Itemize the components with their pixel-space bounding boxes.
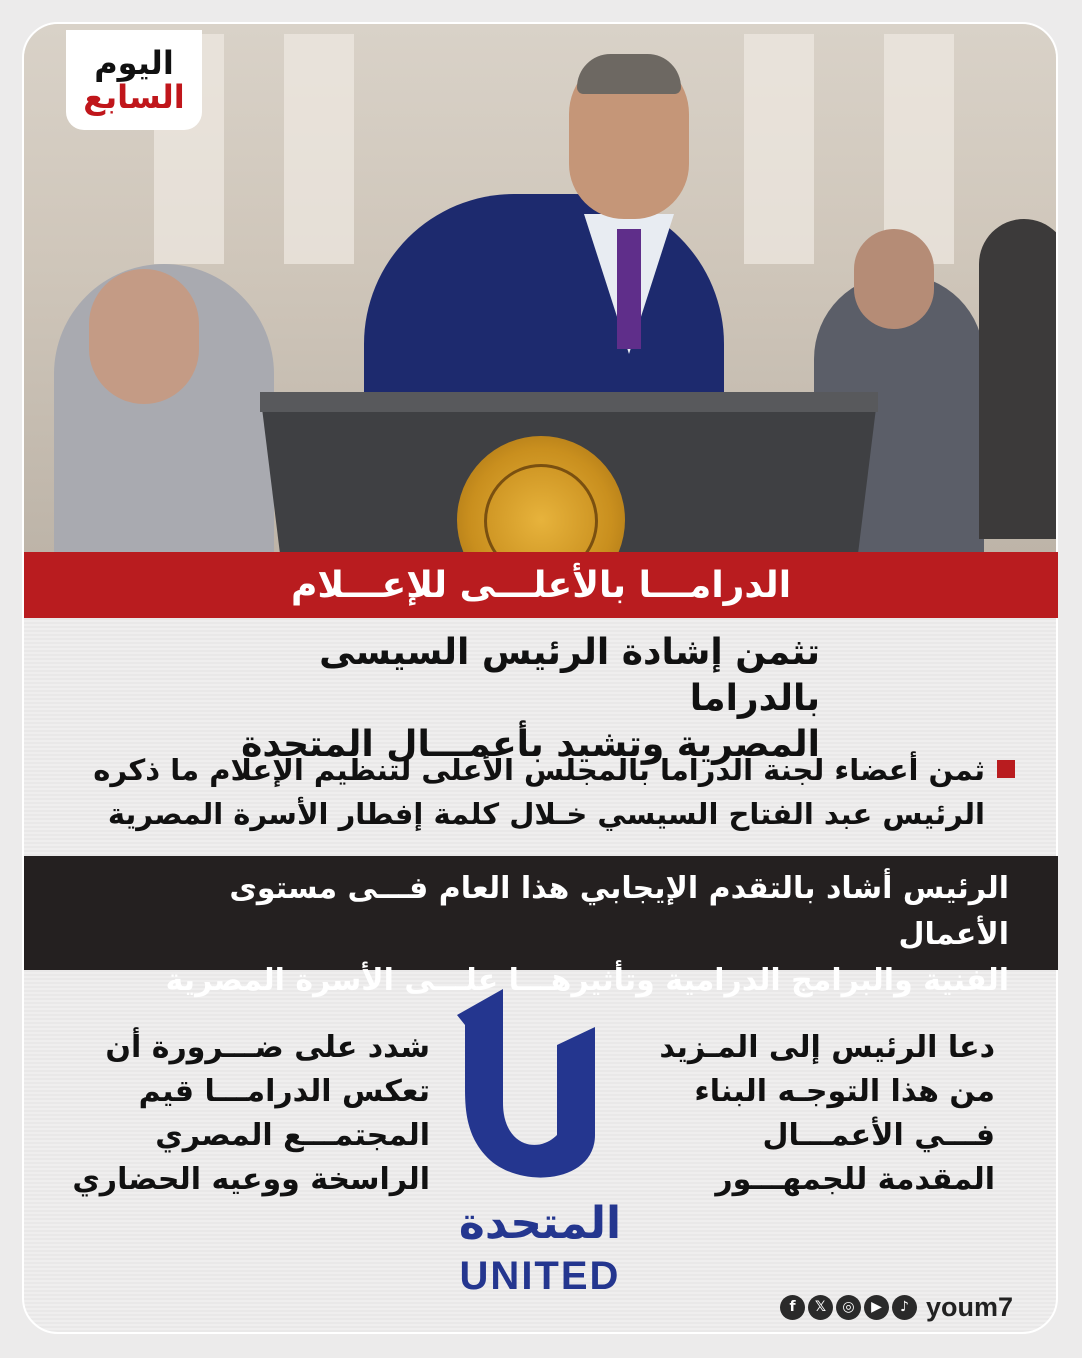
- right-column-text: [640, 1026, 995, 1202]
- right-column-line: دعا الرئيس إلى المـزيد: [659, 1030, 995, 1065]
- logo-line-2: السابع: [83, 78, 185, 116]
- left-column-line: المجتمـــع المصري: [155, 1118, 430, 1153]
- youm7-logo: [66, 30, 202, 130]
- bullet-paragraph: [90, 748, 985, 836]
- united-logo-icon: [445, 985, 625, 1185]
- left-column-line: الراسخة ووعيه الحضاري: [72, 1162, 430, 1197]
- instagram-icon[interactable]: ◎: [836, 1295, 861, 1320]
- social-bar: [780, 1287, 1013, 1327]
- podium-top: [260, 392, 878, 412]
- right-column-line: المقدمة للجمهـــور: [715, 1162, 995, 1197]
- speaker-tie: [617, 229, 641, 349]
- audience-member-left-head: [89, 269, 199, 404]
- left-column-line: تعكس الدرامـــا قيم: [138, 1074, 430, 1109]
- speaker-hair: [577, 54, 681, 94]
- bullet-square-icon: [997, 760, 1015, 778]
- united-arabic-wordmark: المتحدة: [458, 1198, 622, 1249]
- logo-line-1: اليوم: [94, 44, 174, 82]
- united-english-wordmark: UNITED: [459, 1254, 621, 1298]
- x-icon[interactable]: 𝕏: [808, 1295, 833, 1320]
- title-band: [24, 552, 1058, 618]
- social-handle[interactable]: youm7: [926, 1291, 1014, 1322]
- background-window: [284, 34, 354, 264]
- left-column-line: شدد على ضـــرورة أن: [105, 1030, 430, 1065]
- subtitle-line: تثمن إشادة الرئيس السيسى بالدراما: [319, 632, 820, 719]
- highlight-line: الفنية والبرامج الدرامية وتأثيرهـــا علـــى الأسرة المصرية: [165, 963, 1009, 998]
- headline-title: الدرامـــا بالأعلـــى للإعـــلام: [290, 564, 792, 606]
- bullet-line: الرئيس عبد الفتاح السيسي خـلال كلمة إفطار الأسرة المصرية: [107, 797, 985, 831]
- youtube-icon[interactable]: ▶: [864, 1295, 889, 1320]
- tiktok-icon[interactable]: ♪: [892, 1295, 917, 1320]
- audience-member-far-right: [979, 219, 1056, 539]
- subtitle-line: المصرية وتشيد بأعمـــال المتحدة: [241, 724, 820, 765]
- background-window: [744, 34, 814, 264]
- highlight-band: [24, 856, 1058, 998]
- audience-member-right-head: [854, 229, 934, 329]
- facebook-icon[interactable]: f: [780, 1295, 805, 1320]
- right-column-line: من هذا التوجـه البناء: [694, 1074, 995, 1109]
- right-column-line: فـــي الأعمـــال: [762, 1118, 995, 1153]
- left-column-text: [70, 1026, 430, 1202]
- bullet-line: ثمن أعضاء لجنة الدراما بالمجلس الأعلى لتنظيم الإعلام ما ذكره: [93, 753, 985, 787]
- highlight-line: الرئيس أشاد بالتقدم الإيجابي هذا العام فـــى مستوى الأعمال: [229, 871, 1009, 952]
